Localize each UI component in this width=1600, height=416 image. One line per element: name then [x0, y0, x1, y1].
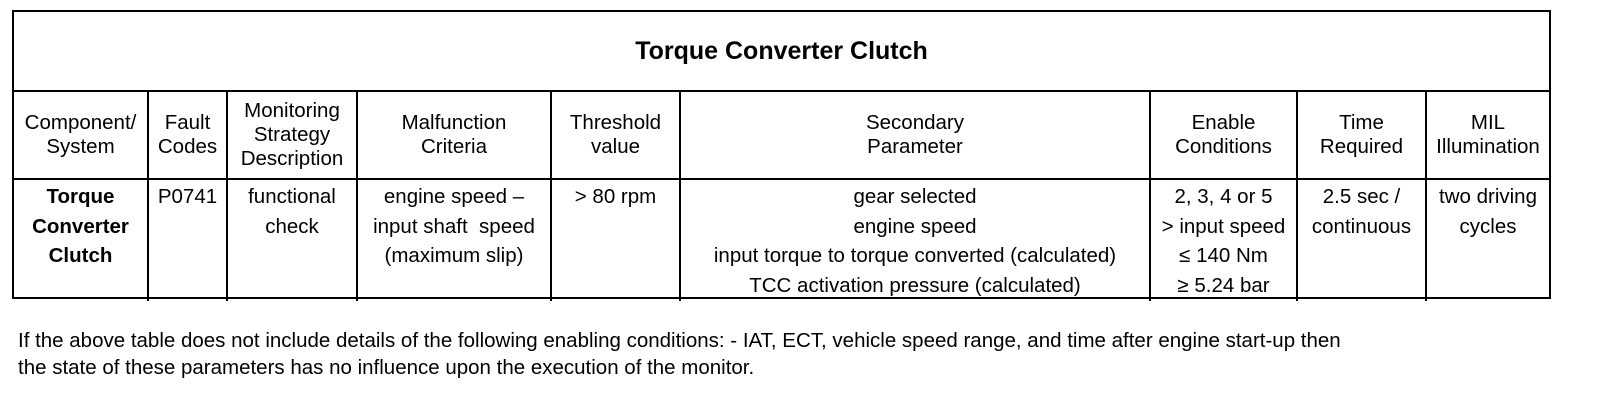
- monitor-table-frame: [12, 10, 1551, 299]
- cell-mil-illumination: two driving cycles: [1426, 179, 1549, 301]
- cell-strategy: functional check: [227, 179, 357, 301]
- cell-secondary-parameter: gear selected engine speed input torque to torque converted (calculated) TCC activation pressure (calculated): [680, 179, 1150, 301]
- footnote-line: the state of these parameters has no influence upon the execution of the monitor.: [18, 356, 755, 379]
- header-time-required: Time Required: [1297, 92, 1426, 179]
- cell-threshold: > 80 rpm: [551, 179, 680, 301]
- header-threshold: Threshold value: [551, 92, 680, 179]
- cell-enable-conditions: 2, 3, 4 or 5 > input speed ≤ 140 Nm ≥ 5.24 bar: [1150, 179, 1297, 301]
- table-title: Torque Converter Clutch: [14, 12, 1549, 92]
- header-malfunction-criteria: Malfunction Criteria: [357, 92, 551, 179]
- header-secondary-parameter: Secondary Parameter: [680, 92, 1150, 179]
- cell-component: Torque Converter Clutch: [32, 185, 129, 267]
- header-enable-conditions: Enable Conditions: [1150, 92, 1297, 179]
- cell-time-required: 2.5 sec / continuous: [1297, 179, 1426, 301]
- header-monitoring-strategy: Monitoring Strategy Description: [227, 92, 357, 179]
- cell-fault-code: P0741: [148, 179, 227, 301]
- footnote: [18, 327, 1578, 381]
- header-component: Component/ System: [14, 92, 148, 179]
- header-row: [14, 92, 1549, 179]
- header-fault-codes: Fault Codes: [148, 92, 227, 179]
- footnote-line: If the above table does not include details of the following enabling conditions: - IAT, ECT, vehicle speed range, and time after engine start-up then: [18, 329, 1341, 352]
- table-row: [14, 179, 1549, 301]
- header-mil-illumination: MIL Illumination: [1426, 92, 1549, 179]
- cell-malfunction: engine speed – input shaft speed (maximum slip): [357, 179, 551, 301]
- monitor-table: [14, 92, 1549, 301]
